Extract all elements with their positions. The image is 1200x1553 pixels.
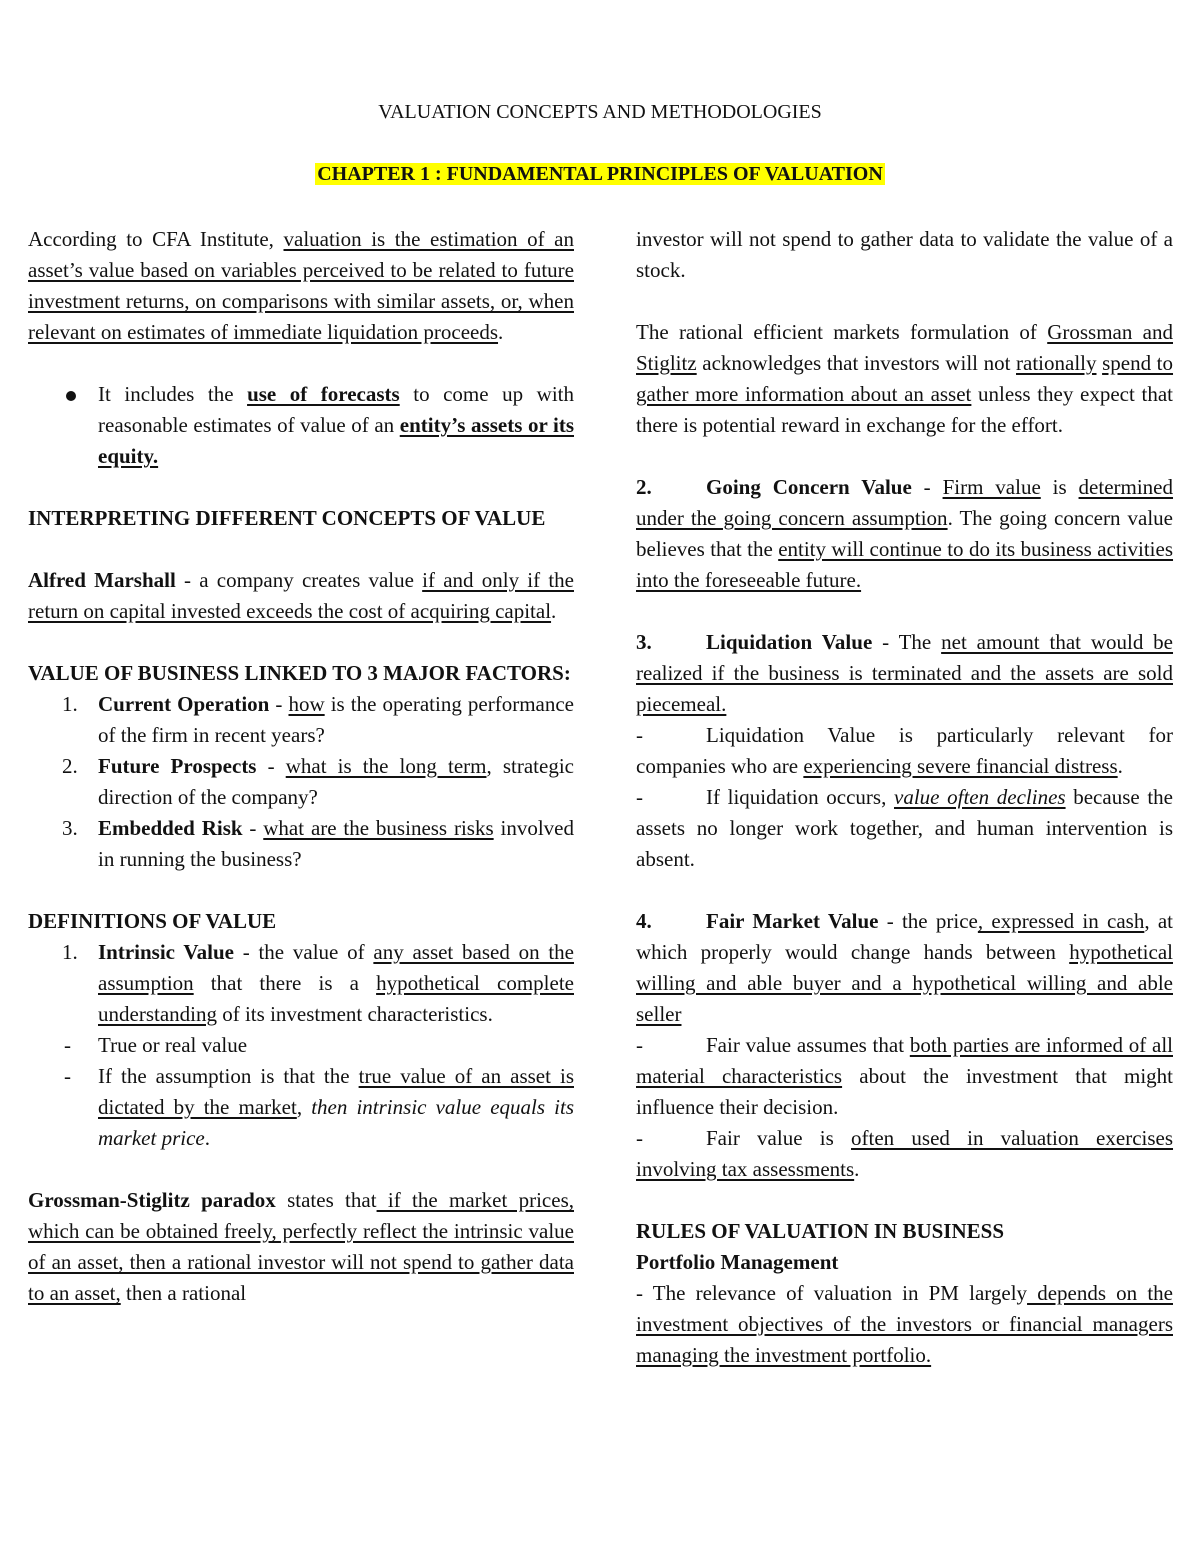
portfolio-heading: Portfolio Management bbox=[636, 1250, 839, 1274]
fair-dash-item: - Fair value assumes that both parties are informed of all material characteristics about the investment that might influence their decision. bbox=[636, 1033, 1173, 1119]
factor-item: 3. Embedded Risk - what are the business risks involved in running the business? bbox=[62, 816, 574, 871]
left-column bbox=[28, 224, 574, 1309]
chapter-highlight: CHAPTER 1 : FUNDAMENTAL PRINCIPLES OF VALUATION bbox=[317, 163, 883, 185]
liquidation-dash-item: - If liquidation occurs, value often declines because the assets no longer work together, and human intervention is absent. bbox=[636, 785, 1173, 871]
intrinsic-value-item: 1. Intrinsic Value - the value of any asset based on the assumption that there is a hypothetical complete understanding of its investment characteristics. bbox=[62, 940, 575, 1026]
bullet-dot bbox=[66, 391, 76, 401]
liquidation-dash-item: - Liquidation Value is particularly relevant for companies who are experiencing severe financial distress. bbox=[636, 723, 1173, 778]
factors-heading: VALUE OF BUSINESS LINKED TO 3 MAJOR FACTORS: bbox=[28, 661, 571, 685]
liquidation-item: 3. Liquidation Value - The net amount that would be realized if the business is terminated and the assets are sold piecemeal. bbox=[636, 630, 1174, 716]
intrinsic-dash-item: - True or real value bbox=[64, 1033, 248, 1057]
going-concern-item: 2. Going Concern Value - Firm value is determined under the going concern assumption. The going concern value believes that the entity will continue to do its business activities into the foreseeable future. bbox=[636, 475, 1174, 592]
fair-dash-item: - Fair value is often used in valuation exercises involving tax assessments. bbox=[636, 1126, 1174, 1181]
fair-market-item: 4. Fair Market Value - the price, expressed in cash, at which properly would change hands between hypothetical willing and able buyer and a hypothetical willing and able seller bbox=[636, 909, 1174, 1026]
factor-item: 2. Future Prospects - what is the long term, strategic direction of the company? bbox=[62, 754, 574, 809]
paradox-paragraph: Grossman-Stiglitz paradox states that if the market prices, which can be obtained freely, perfectly reflect the intrinsic value of an asset, then a rational investor will not spend to gather data to an asset, then a rational bbox=[28, 1188, 574, 1305]
document-title: VALUATION CONCEPTS AND METHODOLOGIES bbox=[378, 101, 822, 123]
portfolio-paragraph: - The relevance of valuation in PM largely depends on the investment objectives of the investors or financial managers managing the investment portfolio. bbox=[636, 1281, 1173, 1367]
chapter-heading bbox=[0, 163, 1200, 186]
forecast-bullet: It includes the use of forecasts to come up with reasonable estimates of value of an entity’s assets or its equity. bbox=[28, 379, 574, 472]
intrinsic-dash-item: - If the assumption is that the true value of an asset is dictated by the market, then intrinsic value equals its market price. bbox=[64, 1064, 574, 1150]
marshall-paragraph: Alfred Marshall - a company creates value if and only if the return on capital invested exceeds the cost of acquiring capital. bbox=[28, 568, 574, 623]
rules-heading: RULES OF VALUATION IN BUSINESS bbox=[636, 1219, 1005, 1243]
continued-paragraph: investor will not spend to gather data to validate the value of a stock. bbox=[636, 227, 1173, 282]
definitions-heading: DEFINITIONS OF VALUE bbox=[28, 909, 277, 933]
factor-item: 1. Current Operation - how is the operating performance of the firm in recent years? bbox=[62, 692, 574, 747]
interpreting-heading: INTERPRETING DIFFERENT CONCEPTS OF VALUE bbox=[28, 506, 546, 530]
rational-paragraph: The rational efficient markets formulation of Grossman and Stiglitz acknowledges that investors will not rationally spend to gather more information about an asset unless they expect that there is potential reward in exchange for the effort. bbox=[636, 320, 1174, 437]
intro-paragraph: According to CFA Institute, valuation is the estimation of an asset’s value based on variables perceived to be related to future investment returns, on comparisons with similar assets, or, when relevant on estimates of immediate liquidation proceeds. bbox=[28, 227, 574, 344]
right-column bbox=[636, 224, 1173, 1371]
